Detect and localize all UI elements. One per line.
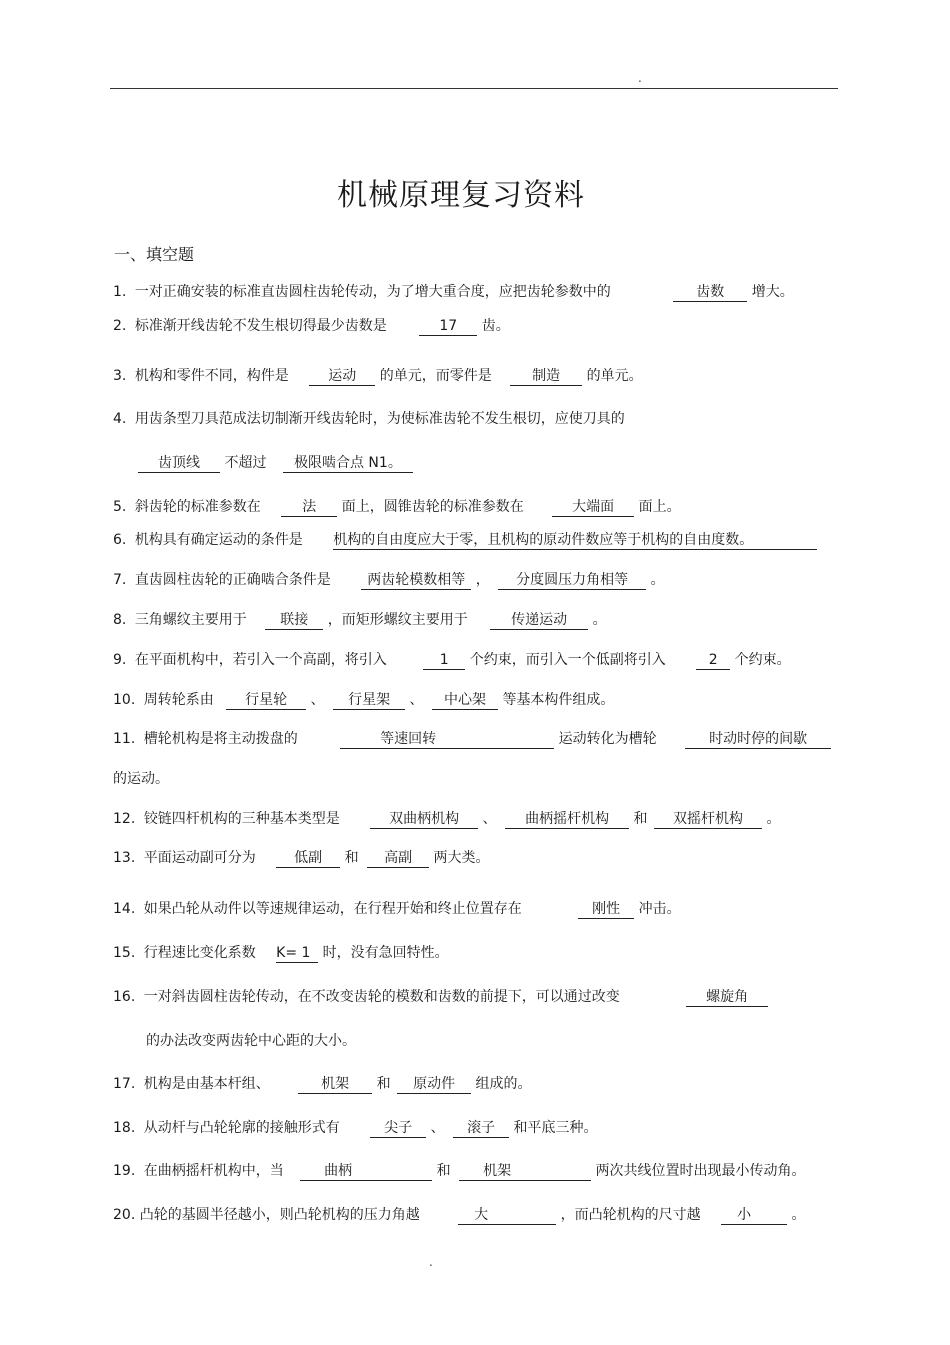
question-text: 和 (633, 811, 648, 827)
question-number: 10. (113, 692, 136, 708)
question-text: 个约束。 (734, 652, 791, 668)
answer-blank: 尖子 (370, 1120, 426, 1138)
question-text: 一对斜齿圆柱齿轮传动，在不改变齿轮的模数和齿数的前提下，可以通过改变 (143, 989, 620, 1005)
question-text: 的办法改变两齿轮中心距的大小。 (146, 1033, 356, 1049)
answer-blank: 等速回转 (340, 731, 554, 749)
answer-blank: 行星轮 (226, 692, 306, 710)
question-number: 12. (113, 811, 136, 827)
answer-blank: 17 (419, 318, 477, 336)
question-text: 一对正确安装的标准直齿圆柱齿轮传动，为了增大重合度，应把齿轮参数中的 (134, 284, 611, 300)
question-9 (113, 650, 791, 670)
question-number: 3. (113, 368, 127, 384)
answer-blank: 齿数 (673, 284, 747, 302)
question-5 (113, 497, 681, 517)
question-number: 19. (113, 1163, 136, 1179)
question-number: 11. (113, 731, 136, 747)
question-text: 在平面机构中，若引入一个高副，将引入 (134, 652, 387, 668)
question-text: 面上。 (638, 499, 681, 515)
question-text: 、 (310, 692, 325, 708)
answer-blank: 低副 (276, 850, 340, 868)
answer-blank: 滚子 (453, 1120, 509, 1138)
question-number: 20. (113, 1207, 136, 1223)
answer-blank: 运动 (309, 368, 375, 386)
question-20 (113, 1205, 806, 1225)
answer-blank: 传递运动 (490, 612, 588, 630)
question-text: 机构具有确定运动的条件是 (134, 532, 303, 548)
question-16-continued (146, 1031, 356, 1051)
question-text: 槽轮机构是将主动拨盘的 (143, 731, 298, 747)
answer-blank: 机架 (298, 1076, 372, 1094)
question-text: 直齿圆柱齿轮的正确啮合条件是 (134, 572, 331, 588)
question-12 (113, 809, 780, 829)
answer-blank: 曲柄 (300, 1163, 432, 1181)
question-6 (113, 530, 817, 550)
question-text: 、 (409, 692, 424, 708)
question-text: 等基本构件组成。 (502, 692, 615, 708)
question-text: 时，没有急回特性。 (322, 945, 449, 961)
question-text: 齿。 (481, 318, 510, 334)
question-8 (113, 610, 607, 630)
header-rule (110, 88, 838, 89)
question-16 (113, 987, 768, 1007)
question-text: 增大。 (751, 284, 794, 300)
question-text: 从动杆与凸轮轮廓的接触形式有 (143, 1120, 340, 1136)
answer-blank: 行星架 (333, 692, 405, 710)
question-text: 的运动。 (113, 771, 169, 787)
question-3 (113, 366, 643, 386)
question-4-continued (138, 453, 413, 473)
question-text: 、 (430, 1120, 445, 1136)
answer-blank: 分度圆压力角相等 (498, 572, 646, 590)
question-text: 和 (376, 1076, 391, 1092)
question-number: 14. (113, 901, 136, 917)
header-dot: . (638, 71, 642, 85)
question-number: 7. (113, 572, 127, 588)
question-number: 16. (113, 989, 136, 1005)
question-19 (113, 1161, 806, 1181)
question-text: ，而凸轮机构的尺寸越 (560, 1207, 701, 1223)
question-text: 。 (592, 612, 607, 628)
answer-blank: 大 (458, 1207, 556, 1225)
question-text: ，而矩形螺纹主要用于 (327, 612, 468, 628)
footer-dot: . (429, 1255, 433, 1269)
question-text: 平面运动副可分为 (143, 850, 256, 866)
question-number: 6. (113, 532, 127, 548)
question-text: 行程速比变化系数 (143, 945, 256, 961)
answer-blank: K= 1 (276, 945, 318, 963)
question-text: 个约束，而引入一个低副将引入 (469, 652, 666, 668)
question-14 (113, 899, 681, 919)
answer-blank: 机架 (459, 1163, 591, 1181)
answer-blank: 联接 (265, 612, 323, 630)
page-title: 机械原理复习资料 (337, 178, 585, 214)
answer-blank: 小 (721, 1207, 787, 1225)
answer-blank: 高副 (367, 850, 429, 868)
question-text: 如果凸轮从动件以等速规律运动，在行程开始和终止位置存在 (143, 901, 522, 917)
question-number: 18. (113, 1120, 136, 1136)
question-7 (113, 570, 665, 590)
answer-blank: 曲柄摇杆机构 (505, 811, 629, 829)
question-text: ， (475, 572, 490, 588)
question-17 (113, 1074, 532, 1094)
answer-blank: 法 (281, 499, 337, 517)
question-text: 和 (344, 850, 359, 866)
answer-blank: 机构的自由度应大于零，且机构的原动件数应等于机构的自由度数。 (333, 532, 817, 550)
question-text: 用齿条型刀具范成法切制渐开线齿轮时，为使标准齿轮不发生根切，应使刀具的 (134, 411, 625, 427)
question-text: 标准渐开线齿轮不发生根切得最少齿数是 (134, 318, 387, 334)
question-2 (113, 316, 510, 336)
answer-blank: 中心架 (432, 692, 498, 710)
answer-blank: 螺旋角 (686, 989, 768, 1007)
question-number: 2. (113, 318, 127, 334)
question-text: 斜齿轮的标准参数在 (134, 499, 261, 515)
question-number: 5. (113, 499, 127, 515)
question-text: 凸轮的基圆半径越小，则凸轮机构的压力角越 (139, 1207, 420, 1223)
question-text: 。 (791, 1207, 806, 1223)
question-number: 13. (113, 850, 136, 866)
question-text: 在曲柄摇杆机构中，当 (143, 1163, 284, 1179)
question-text: 面上，圆锥齿轮的标准参数在 (341, 499, 524, 515)
question-text: 周转轮系由 (143, 692, 214, 708)
question-number: 4. (113, 411, 127, 427)
answer-blank: 齿顶线 (138, 455, 220, 473)
answer-blank: 极限啮合点 N1。 (283, 455, 413, 473)
answer-blank: 1 (423, 652, 465, 670)
question-text: 三角螺纹主要用于 (134, 612, 247, 628)
answer-blank: 两齿轮模数相等 (361, 572, 471, 590)
answer-blank: 2 (696, 652, 730, 670)
question-11-continued (113, 769, 169, 789)
question-15 (113, 943, 449, 963)
question-text: 机构和零件不同，构件是 (134, 368, 289, 384)
section-heading: 一、填空题 (114, 245, 195, 264)
question-number: 1. (113, 284, 127, 300)
question-number: 9. (113, 652, 127, 668)
question-text: 运动转化为槽轮 (558, 731, 657, 747)
answer-blank: 刚性 (578, 901, 634, 919)
question-text: 机构是由基本杆组、 (143, 1076, 270, 1092)
question-text: 的单元，而零件是 (379, 368, 492, 384)
question-text: 、 (482, 811, 497, 827)
question-4 (113, 409, 625, 429)
question-text: 和 (436, 1163, 451, 1179)
answer-blank: 时动时停的间歇 (685, 731, 831, 749)
question-10 (113, 690, 614, 710)
question-number: 15. (113, 945, 136, 961)
question-text: 组成的。 (475, 1076, 532, 1092)
question-text: 的单元。 (586, 368, 643, 384)
question-number: 8. (113, 612, 127, 628)
question-1 (113, 282, 794, 302)
question-text: 两大类。 (433, 850, 490, 866)
answer-blank: 大端面 (552, 499, 634, 517)
question-text: 不超过 (224, 455, 267, 471)
question-text: 和平底三种。 (513, 1120, 598, 1136)
answer-blank: 制造 (510, 368, 582, 386)
question-text: 两次共线位置时出现最小传动角。 (595, 1163, 806, 1179)
answer-blank: 原动件 (397, 1076, 471, 1094)
answer-blank: 双曲柄机构 (370, 811, 478, 829)
question-18 (113, 1118, 598, 1138)
question-text: 。 (766, 811, 781, 827)
question-11 (113, 729, 831, 749)
question-13 (113, 848, 490, 868)
question-text: 冲击。 (638, 901, 681, 917)
question-number: 17. (113, 1076, 136, 1092)
question-text: 。 (650, 572, 665, 588)
question-text: 铰链四杆机构的三种基本类型是 (143, 811, 340, 827)
answer-blank: 双摇杆机构 (654, 811, 762, 829)
